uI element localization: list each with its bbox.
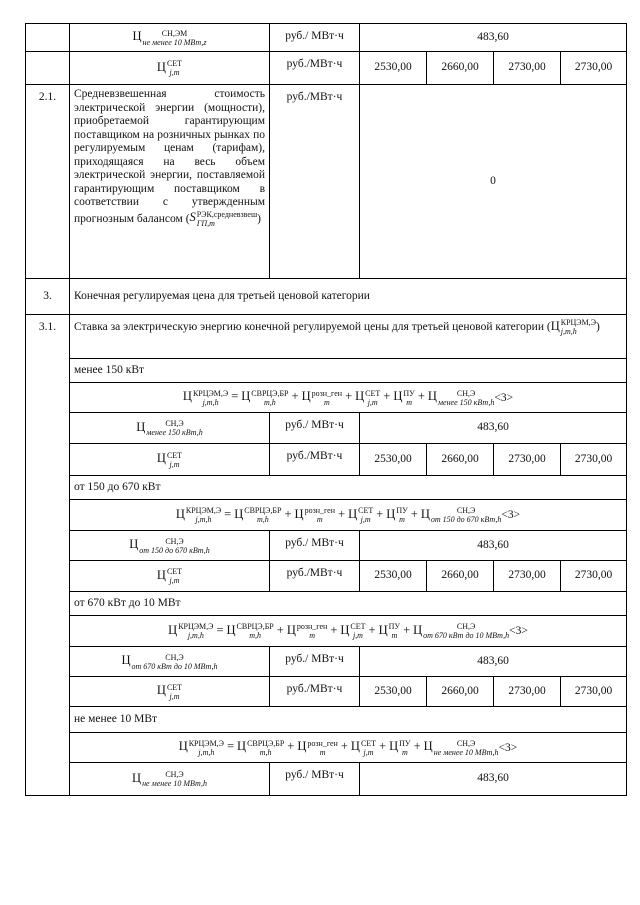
- table-row: [26, 85, 627, 279]
- value-cell: 2530,00: [360, 561, 427, 592]
- param-symbol: Ц СН,Э от 670 кВт до 10 МВт,h: [70, 647, 270, 677]
- value-cell: 483,60: [360, 24, 627, 52]
- value-cell: 2730,00: [561, 52, 627, 85]
- row-heading: Ставка за электрическую энергию конечной регулируемой цены для третьей ценовой категории (Ц КРЦЭМ,Э j,m,h ): [70, 315, 627, 359]
- footnote-ref: <3>: [494, 391, 514, 404]
- formula-row: [26, 500, 627, 531]
- value-cell: 2660,00: [427, 677, 494, 707]
- value-cell: 2730,00: [561, 561, 627, 592]
- unit-cell: руб./МВт·ч: [270, 677, 360, 707]
- param-symbol: Ц СЕТ j,m: [70, 444, 270, 476]
- table-row: [26, 531, 627, 561]
- value-cell: 2730,00: [494, 52, 561, 85]
- value-cell: 483,60: [360, 413, 627, 444]
- table-row: [26, 413, 627, 444]
- formula-row: [26, 616, 627, 647]
- section-title: менее 150 кВт: [70, 359, 627, 383]
- param-symbol: Ц СЕТ j,m: [70, 52, 270, 85]
- unit-cell: руб./ МВт·ч: [270, 763, 360, 796]
- table-row: [26, 24, 627, 52]
- price-formula: Ц КРЦЭМ,Э j,m,h = Ц СВРЦЭ,БР m,h + Ц розн_ген m + Ц СЕТ j,m + Ц ПУ m + Ц СН,Э от 150 до 670 кВт,h <3>: [70, 500, 627, 531]
- section-title-row: [26, 707, 627, 733]
- param-symbol: Ц СЕТ j,m: [70, 677, 270, 707]
- value-cell: 2730,00: [494, 561, 561, 592]
- price-formula: Ц КРЦЭМ,Э j,m,h = Ц СВРЦЭ,БР m,h + Ц розн_ген m + Ц СЕТ j,m + Ц ПУ m + Ц СН,Э от 670 кВт до 10 МВт,h <3>: [70, 616, 627, 647]
- section-title: не менее 10 МВт: [70, 707, 627, 733]
- formula-row: [26, 383, 627, 413]
- unit-cell: руб./ МВт·ч: [270, 647, 360, 677]
- unit-cell: руб./ МВт·ч: [270, 413, 360, 444]
- unit-cell: руб./МВт·ч: [270, 444, 360, 476]
- footnote-ref: <3>: [501, 508, 521, 521]
- section-title-row: [26, 476, 627, 500]
- value-cell: 2530,00: [360, 677, 427, 707]
- section-title: от 670 кВт до 10 МВт: [70, 592, 627, 616]
- table-row: [26, 763, 627, 796]
- row-heading: Конечная регулируемая цена для третьей ценовой категории: [70, 279, 627, 315]
- value-cell: 2730,00: [561, 444, 627, 476]
- param-symbol: Ц СН,Э менее 150 кВт,h: [70, 413, 270, 444]
- footnote-ref: <3>: [509, 624, 528, 637]
- table-row: [26, 647, 627, 677]
- unit-cell: руб./МВт·ч: [270, 85, 360, 279]
- table-row: [26, 444, 627, 476]
- value-cell: 2530,00: [360, 444, 427, 476]
- value-cell: 483,60: [360, 647, 627, 677]
- row-number: 3.: [26, 279, 70, 315]
- table-row: [26, 561, 627, 592]
- value-cell: 2730,00: [494, 444, 561, 476]
- unit-cell: руб./ МВт·ч: [270, 24, 360, 52]
- value-cell: 2730,00: [561, 677, 627, 707]
- row-description: Средневзвешенная стоимость электрической энергии (мощности), приобретаемой гарантирующим поставщиком на розничных рынках по регулируемым ценам (тарифам), приходящаяся на весь объем электрической энергии, поставляемой гарантирующим поставщиком в соответствии с утвержденным прогнозным балансом (S РЭК,средневзвеш ГП,m ): [70, 85, 270, 279]
- value-cell: 2660,00: [427, 444, 494, 476]
- section-title-row: [26, 359, 627, 383]
- value-cell: 0: [360, 85, 627, 279]
- footnote-ref: <3>: [498, 741, 518, 754]
- param-symbol: Ц СН,Э не менее 10 МВт,h: [70, 763, 270, 796]
- value-cell: 2530,00: [360, 52, 427, 85]
- formula-row: [26, 733, 627, 763]
- document-page: [25, 23, 626, 796]
- unit-cell: руб./МВт·ч: [270, 52, 360, 85]
- value-cell: 483,60: [360, 531, 627, 561]
- param-symbol: Ц СЕТ j,m: [70, 561, 270, 592]
- tariff-table: [25, 23, 627, 796]
- value-cell: 2730,00: [494, 677, 561, 707]
- param-symbol: Ц СН,ЭМ не менее 10 МВт,z: [70, 24, 270, 52]
- unit-cell: руб./ МВт·ч: [270, 531, 360, 561]
- param-symbol: Ц СН,Э от 150 до 670 кВт,h: [70, 531, 270, 561]
- value-cell: 483,60: [360, 763, 627, 796]
- table-row: [26, 52, 627, 85]
- row-number: 2.1.: [26, 85, 70, 279]
- price-formula: Ц КРЦЭМ,Э j,m,h = Ц СВРЦЭ,БР m,h + Ц розн_ген m + Ц СЕТ j,m + Ц ПУ m + Ц СН,Э менее 150 кВт,h <3>: [70, 383, 627, 413]
- table-row: [26, 315, 627, 359]
- row-number: 3.1.: [26, 315, 70, 796]
- price-formula: Ц КРЦЭМ,Э j,m,h = Ц СВРЦЭ,БР m,h + Ц розн_ген m + Ц СЕТ j,m + Ц ПУ m + Ц СН,Э не менее 10 МВт,h <3>: [70, 733, 627, 763]
- value-cell: 2660,00: [427, 561, 494, 592]
- value-cell: 2660,00: [427, 52, 494, 85]
- section-title: от 150 до 670 кВт: [70, 476, 627, 500]
- table-row: [26, 677, 627, 707]
- section-title-row: [26, 592, 627, 616]
- unit-cell: руб./МВт·ч: [270, 561, 360, 592]
- table-row: [26, 279, 627, 315]
